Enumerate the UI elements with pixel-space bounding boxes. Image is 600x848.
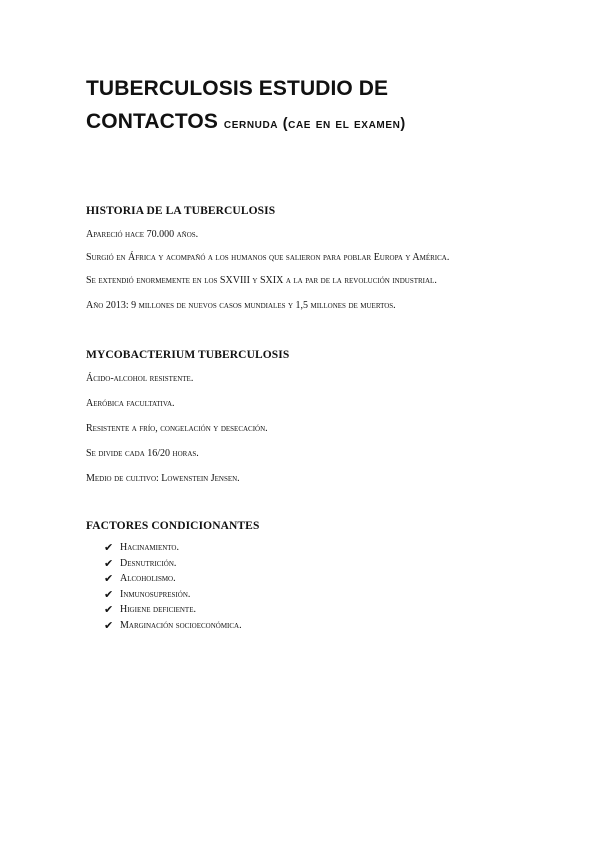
list-item: ✔ Desnutrición. bbox=[104, 556, 177, 570]
mycobacterium-paragraph-4: Se divide cada 16/20 horas. bbox=[86, 448, 199, 459]
document-title bbox=[86, 72, 526, 141]
section-heading-mycobacterium: MYCOBACTERIUM TUBERCULOSIS bbox=[86, 349, 290, 361]
check-icon: ✔ bbox=[104, 603, 114, 617]
check-icon: ✔ bbox=[104, 541, 114, 554]
mycobacterium-paragraph-1: Ácido-alcohol resistente. bbox=[86, 373, 194, 384]
check-icon: ✔ bbox=[104, 572, 114, 586]
factores-checklist bbox=[86, 540, 526, 634]
list-item: ✔ Marginación socioeconómica. bbox=[104, 618, 242, 632]
title-line-2-main: CONTACTOS bbox=[86, 110, 218, 133]
title-line-1: TUBERCULOSIS ESTUDIO DE bbox=[86, 77, 389, 100]
list-item: ✔ Higiene deficiente. bbox=[104, 603, 196, 617]
section-heading-historia: HISTORIA DE LA TUBERCULOSIS bbox=[86, 205, 276, 217]
historia-paragraph-4: Año 2013: 9 millones de nuevos casos mundiales y 1,5 millones de muertos. bbox=[86, 300, 396, 311]
mycobacterium-paragraph-3: Resistente a frío, congelación y desecación. bbox=[86, 423, 268, 434]
document-page bbox=[86, 72, 526, 634]
list-item: ✔ Inmunosupresión. bbox=[104, 587, 191, 601]
historia-paragraph-3: Se extendió enormemente en los SXVIII y SXIX a la par de la revolución industrial. bbox=[86, 275, 437, 286]
list-item: ✔ Alcoholismo. bbox=[104, 572, 176, 586]
historia-paragraph-1: Apareció hace 70.000 años. bbox=[86, 229, 199, 240]
check-icon: ✔ bbox=[104, 618, 114, 632]
mycobacterium-paragraph-2: Aeróbica facultativa. bbox=[86, 398, 175, 409]
mycobacterium-paragraph-5: Medio de cultivo: Lowenstein Jensen. bbox=[86, 473, 240, 484]
historia-paragraph-2: Surgió en África y acompañó a los humanos que salieron para poblar Europa y América. bbox=[86, 252, 450, 263]
check-icon: ✔ bbox=[104, 587, 114, 601]
check-icon: ✔ bbox=[104, 556, 114, 570]
title-line-2-sub: cernuda (cae en el examen) bbox=[223, 116, 406, 132]
list-item: ✔ Hacinamiento. bbox=[104, 541, 179, 554]
section-heading-factores: FACTORES CONDICIONANTES bbox=[86, 520, 260, 532]
